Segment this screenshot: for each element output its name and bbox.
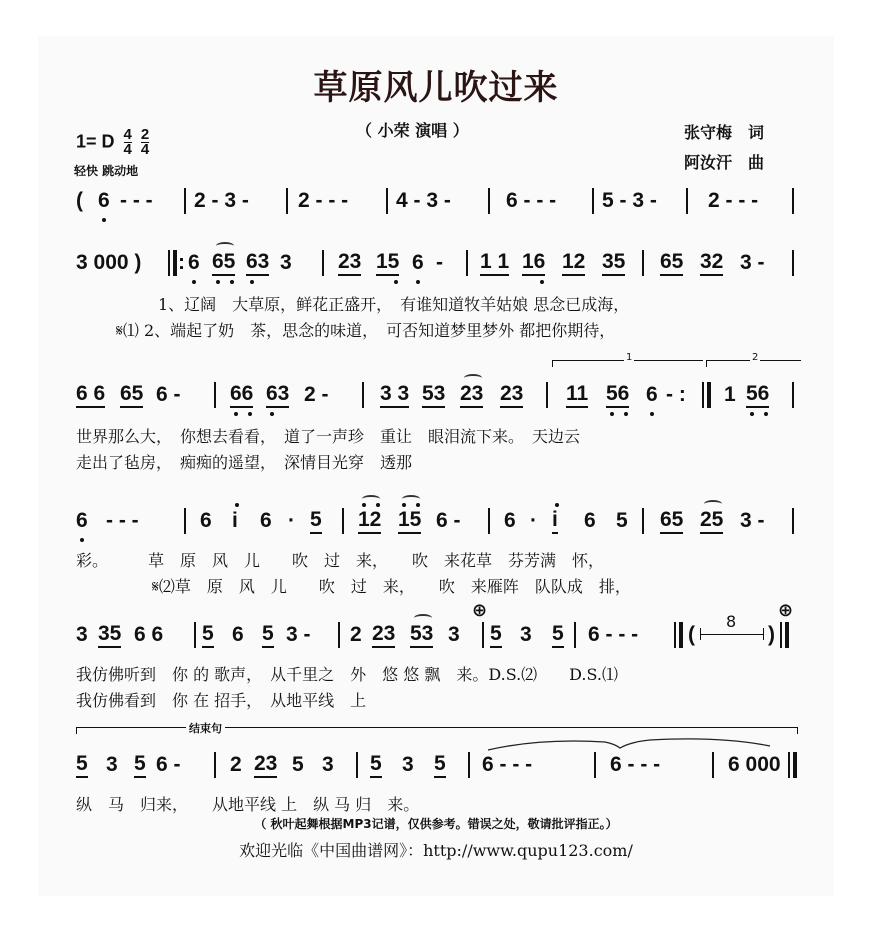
octave-down-dot <box>624 412 628 416</box>
barline <box>488 508 490 534</box>
double-barline <box>780 622 789 648</box>
multi-rest <box>700 612 764 640</box>
barline <box>546 382 548 408</box>
slur-arc <box>362 495 380 503</box>
octave-down-dot <box>650 412 654 416</box>
octave-up-dot <box>362 503 366 507</box>
note: 3 - <box>286 623 311 646</box>
lyricist-credit: 张守梅 词 <box>684 123 765 142</box>
note: 5 <box>310 508 322 534</box>
volta-bracket: 1 <box>552 360 703 367</box>
note: 3 <box>448 623 460 646</box>
lyric-line: 纵 马 归来， 从地平线 上 纵 马 归 来。 <box>76 795 420 814</box>
note: 35 <box>98 622 121 648</box>
note: 2 - <box>304 383 329 406</box>
note: 53 <box>410 622 433 648</box>
lyric-line: 彩。 草 原 风 儿 吹 过 来， 吹 来花草 芬芳满 怀， <box>76 551 605 570</box>
note: 3 - <box>740 251 765 274</box>
key-signature <box>76 128 149 157</box>
note: 6 <box>188 251 200 274</box>
octave-down-dot <box>230 280 234 284</box>
note: 56 <box>746 382 769 408</box>
barline <box>488 188 490 214</box>
note: 5 <box>490 622 502 648</box>
lyric-line: 我仿佛看到 你 在 招手， 从地平线 上 <box>76 691 367 710</box>
note: 6 <box>412 251 424 274</box>
note: 6 <box>232 623 244 646</box>
note: 6 <box>200 509 212 532</box>
lyric-line: 我仿佛听到 你 的 歌声， 从千里之 外 悠 悠 飘 来。D.S.⑵ D.S.⑴ <box>76 665 618 684</box>
note: ) <box>768 623 775 646</box>
octave-down-dot <box>416 280 420 284</box>
note: - : <box>666 383 686 406</box>
slur-arc <box>414 614 432 622</box>
barline <box>214 752 216 778</box>
octave-down-dot <box>80 538 84 542</box>
note: 6 - <box>156 753 181 776</box>
note: 3 <box>280 251 292 274</box>
note: 5 <box>134 752 146 778</box>
barline <box>362 382 364 408</box>
octave-down-dot <box>764 412 768 416</box>
octave-up-dot <box>376 503 380 507</box>
lyric-line: 𝄋⑴ 2、端起了奶 茶，思念的味道， 可否知道梦里梦外 都把你期待， <box>116 321 616 340</box>
note: 11 <box>566 382 588 408</box>
octave-down-dot <box>248 412 252 416</box>
note: i <box>232 509 238 532</box>
note: 2 <box>350 623 362 646</box>
note: 63 <box>246 250 269 276</box>
barline <box>594 752 596 778</box>
barline <box>356 752 358 778</box>
time-signature-1: $\frac{4}{4}$ <box>123 126 132 158</box>
note: - <box>436 251 443 274</box>
note: 5 <box>76 752 88 778</box>
note: 3 <box>520 623 532 646</box>
note: · <box>530 509 537 532</box>
barline <box>712 752 714 778</box>
barline <box>642 250 644 276</box>
octave-up-dot <box>416 503 420 507</box>
note: 5 - 3 - <box>602 189 657 212</box>
note: 4 - 3 - <box>396 189 451 212</box>
barline <box>338 622 340 648</box>
note: 6 <box>646 383 658 406</box>
note: ( <box>688 623 695 646</box>
barline <box>184 188 186 214</box>
note: 3 - <box>740 509 765 532</box>
time-signature-2: $\frac{2}{4}$ <box>140 126 150 158</box>
note: 32 <box>700 250 723 276</box>
octave-down-dot <box>216 280 220 284</box>
note: 23 <box>460 382 483 408</box>
octave-down-dot <box>234 412 238 416</box>
performer: （ 小荣 演唱 ） <box>356 121 469 140</box>
octave-down-dot <box>540 280 544 284</box>
note: 12 <box>562 250 585 276</box>
double-barline <box>674 622 683 648</box>
note: 16 <box>522 250 545 276</box>
barline <box>686 188 688 214</box>
barline <box>592 188 594 214</box>
barline <box>792 382 794 408</box>
note: 3 000 ) <box>76 251 142 274</box>
note: 6 <box>504 509 516 532</box>
note: 6 - - - <box>482 753 533 776</box>
octave-up-dot <box>235 503 239 507</box>
note: 6 6 <box>134 623 164 646</box>
note: 5 <box>434 752 446 778</box>
note: 6 <box>260 509 272 532</box>
coda-icon: ⊕ <box>778 600 794 621</box>
barline <box>322 250 324 276</box>
note: - - - <box>120 189 153 212</box>
note: 2 - 3 - <box>194 189 249 212</box>
barline <box>792 250 794 276</box>
note: 65 <box>212 250 235 276</box>
octave-down-dot <box>394 280 398 284</box>
note: 6 - - - <box>588 623 639 646</box>
slur-arc <box>402 495 420 503</box>
note: 6 000 <box>728 753 781 776</box>
note: 15 <box>398 508 421 534</box>
volta-bracket: 2 <box>706 360 801 367</box>
barline <box>642 508 644 534</box>
octave-down-dot <box>102 218 106 222</box>
transcription-note: （ 秋叶起舞根据MP3记谱，仅供参考。错误之处，敬请批评指正。） <box>254 817 618 831</box>
note: 3 3 <box>380 382 409 408</box>
note: 65 <box>660 508 683 534</box>
barline <box>194 622 196 648</box>
note: 6 - <box>156 383 181 406</box>
barline <box>342 508 344 534</box>
note: · <box>288 509 295 532</box>
note: : <box>178 251 185 274</box>
note: 6 <box>76 509 88 532</box>
note: i <box>552 508 558 534</box>
note: 1 1 <box>480 250 509 276</box>
note: 6 - - - <box>610 753 661 776</box>
note: 5 <box>262 622 274 648</box>
note: 2 <box>230 753 242 776</box>
note: 6 - <box>436 509 461 532</box>
lyric-line: 走出了毡房， 痴痴的遥望， 深情目光穿 透那 <box>76 453 413 472</box>
note: 5 <box>616 509 628 532</box>
double-barline <box>788 752 797 778</box>
octave-down-dot <box>250 280 254 284</box>
note: 35 <box>602 250 625 276</box>
note: 6 <box>98 189 110 212</box>
note: 2 - - - <box>298 189 349 212</box>
barline <box>482 622 484 648</box>
note: 5 <box>552 622 564 648</box>
note: 23 <box>372 622 395 648</box>
barline <box>286 188 288 214</box>
tempo-marking: 轻快 跳动地 <box>74 164 139 178</box>
note: - - - <box>106 509 139 532</box>
note: 56 <box>606 382 629 408</box>
octave-down-dot <box>270 412 274 416</box>
double-barline <box>702 382 711 408</box>
note: 66 <box>230 382 253 408</box>
ending-bracket <box>76 727 798 734</box>
site-credit: 欢迎光临《中国曲谱网》：http://www.qupu123.com/ <box>239 841 633 860</box>
note: 25 <box>700 508 723 534</box>
octave-down-dot <box>610 412 614 416</box>
note: ( <box>76 189 83 212</box>
note: 5 <box>292 753 304 776</box>
note: 2 - - - <box>708 189 759 212</box>
note: 3 <box>106 753 118 776</box>
key-label: 1= D <box>76 131 115 152</box>
slur-arc <box>464 374 482 382</box>
song-title: 草原风儿吹过来 <box>313 68 559 108</box>
lyric-line: 1、辽阔 大草原，鲜花正盛开， 有谁知道牧羊姑娘 思念已成海， <box>158 295 630 314</box>
note: 53 <box>422 382 445 408</box>
note: 6 6 <box>76 382 105 408</box>
rest-count: 8 <box>726 612 737 631</box>
note: 23 <box>254 752 277 778</box>
barline <box>184 508 186 534</box>
note: 23 <box>338 250 361 276</box>
note: 23 <box>500 382 523 408</box>
note: 65 <box>660 250 683 276</box>
note: 1 <box>724 383 736 406</box>
note: 5 <box>202 622 214 648</box>
barline <box>466 250 468 276</box>
note: 12 <box>358 508 381 534</box>
note: 5 <box>370 752 382 778</box>
slur-arc <box>216 242 234 250</box>
barline <box>574 622 576 648</box>
note: 6 - - - <box>506 189 557 212</box>
octave-up-dot <box>555 503 559 507</box>
barline <box>792 508 794 534</box>
note: 63 <box>266 382 289 408</box>
double-barline <box>168 250 177 276</box>
barline <box>468 752 470 778</box>
octave-down-dot <box>192 280 196 284</box>
note: 15 <box>376 250 399 276</box>
octave-up-dot <box>402 503 406 507</box>
ending-label: 结束句 <box>186 720 225 736</box>
barline <box>792 188 794 214</box>
note: 6 <box>584 509 596 532</box>
lyric-line: 世界那么大， 你想去看看， 道了一声珍 重让 眼泪流下来。 天边云 <box>76 427 581 446</box>
note: 65 <box>120 382 143 408</box>
note: 3 <box>76 623 88 646</box>
barline <box>386 188 388 214</box>
note: 3 <box>322 753 334 776</box>
note: 3 <box>402 753 414 776</box>
barline <box>214 382 216 408</box>
tie-arc <box>480 736 780 754</box>
octave-down-dot <box>750 412 754 416</box>
slur-arc <box>704 500 722 508</box>
lyric-line: 𝄋⑵草 原 风 儿 吹 过 来， 吹 来雁阵 队队成 排， <box>152 577 631 596</box>
coda-icon: ⊕ <box>472 600 488 621</box>
composer-credit: 阿汝汗 曲 <box>684 153 765 172</box>
